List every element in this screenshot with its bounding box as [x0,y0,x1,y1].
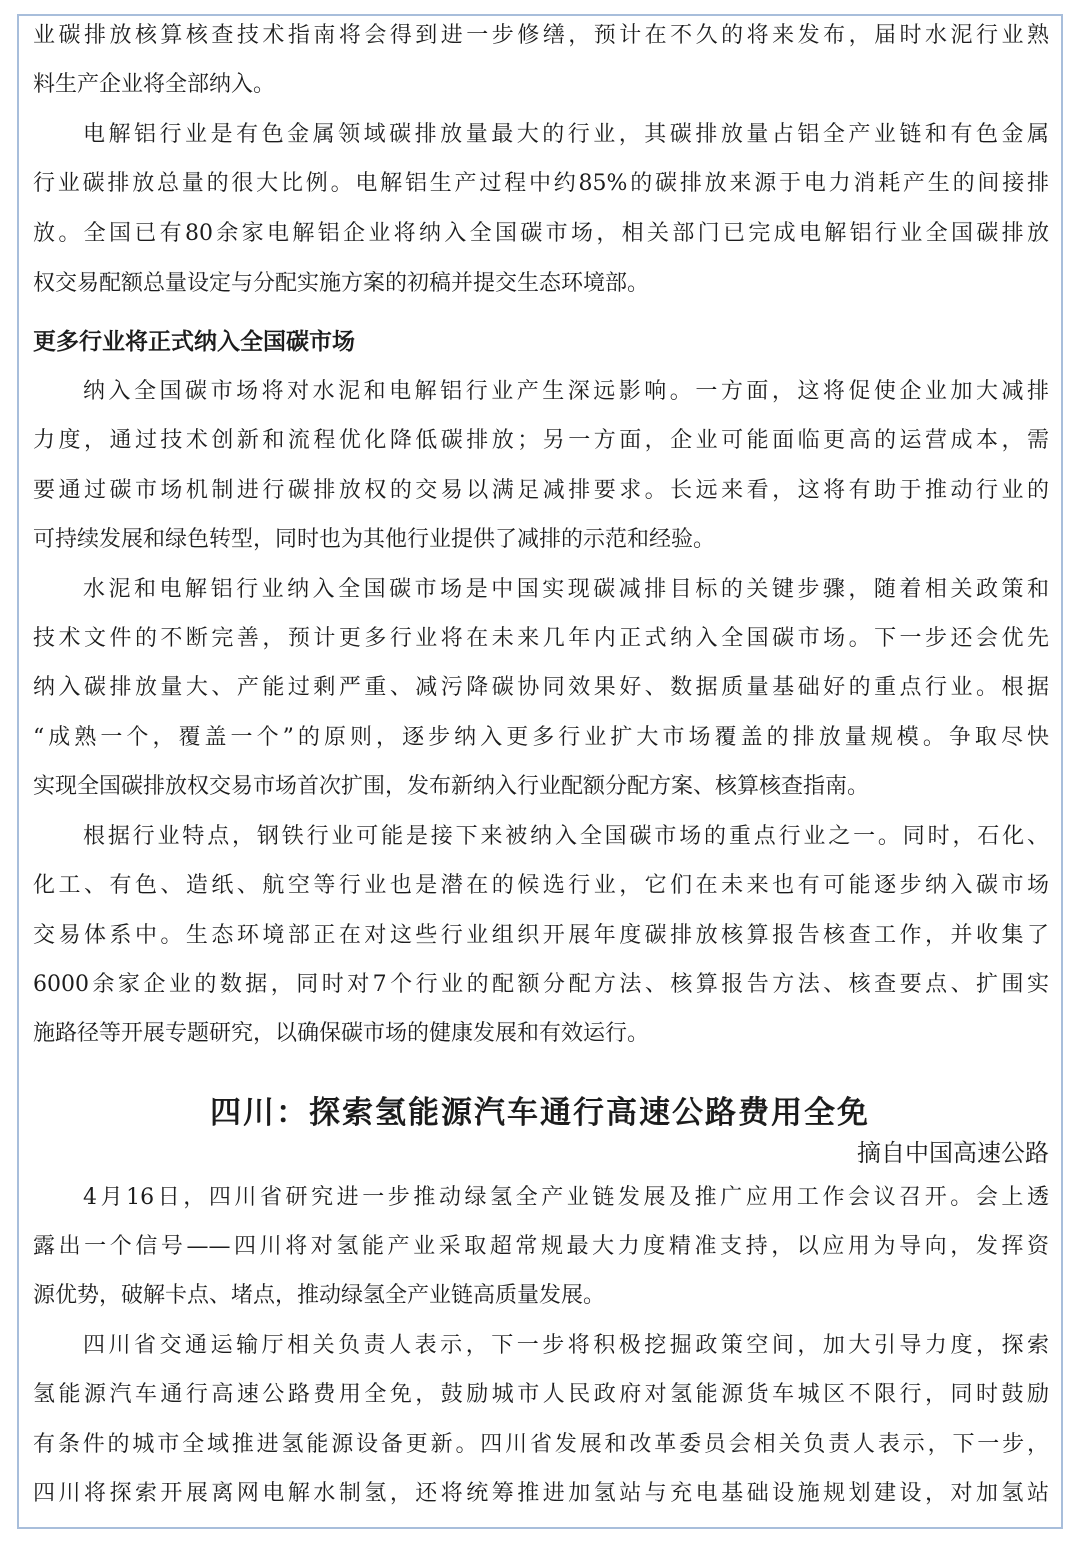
page-frame [17,14,1063,1529]
text-line: 水泥和电解铝行业纳入全国碳市场是中国实现碳减排目标的关键步骤，随着相关政策和 [83,577,1049,602]
text-line: 放。全国已有80余家电解铝企业将纳入全国碳市场，相关部门已完成电解铝行业全国碳排放 [33,221,1049,246]
text-line: 化工、有色、造纸、航空等行业也是潜在的候选行业，它们在未来也有可能逐步纳入碳市场 [33,873,1049,898]
text-line: 施路径等开展专题研究，以确保碳市场的健康发展和有效运行。 [33,1021,650,1046]
text-line: 权交易配额总量设定与分配实施方案的初稿并提交生态环境部。 [33,271,650,296]
text-line: 行业碳排放总量的很大比例。电解铝生产过程中约85%的碳排放来源于电力消耗产生的间接排 [33,171,1049,196]
text-line: 电解铝行业是有色金属领域碳排放量最大的行业，其碳排放量占铝全产业链和有色金属 [83,122,1049,147]
text-line: 有条件的城市全域推进氢能源设备更新。四川省发展和改革委员会相关负责人表示，下一步， [33,1432,1049,1457]
text-line: 四川将探索开展离网电解水制氢，还将统筹推进加氢站与充电基础设施规划建设，对加氢站 [33,1481,1049,1506]
article-source: 摘自中国高速公路 [857,1139,1049,1167]
text-line: 氢能源汽车通行高速公路费用全免，鼓励城市人民政府对氢能源货车城区不限行，同时鼓励 [33,1382,1049,1407]
text-line: 要通过碳市场机制进行碳排放权的交易以满足减排要求。长远来看，这将有助于推动行业的 [33,478,1049,503]
text-line: 交易体系中。生态环境部正在对这些行业组织开展年度碳排放核算报告核查工作，并收集了 [33,923,1049,948]
text-line: “成熟一个，覆盖一个”的原则，逐步纳入更多行业扩大市场覆盖的排放量规模。争取尽快 [33,725,1049,750]
text-line: 根据行业特点，钢铁行业可能是接下来被纳入全国碳市场的重点行业之一。同时，石化、 [83,824,1049,849]
text-line: 四川省交通运输厅相关负责人表示，下一步将积极挖掘政策空间，加大引导力度，探索 [83,1333,1049,1358]
article-title: 四川：探索氢能源汽车通行高速公路费用全免 [210,1095,870,1131]
text-line: 6000余家企业的数据，同时对7个行业的配额分配方法、核算报告方法、核查要点、扩围实 [33,972,1049,997]
text-line: 料生产企业将全部纳入。 [33,72,276,97]
text-line: 源优势，破解卡点、堵点，推动绿氢全产业链高质量发展。 [33,1283,606,1308]
text-line: 实现全国碳排放权交易市场首次扩围，发布新纳入行业配额分配方案、核算核查指南。 [33,774,870,799]
text-line: 纳入全国碳市场将对水泥和电解铝行业产生深远影响。一方面，这将促使企业加大减排 [83,379,1049,404]
text-line: 技术文件的不断完善，预计更多行业将在未来几年内正式纳入全国碳市场。下一步还会优先 [33,626,1049,651]
text-line: 可持续发展和绿色转型，同时也为其他行业提供了减排的示范和经验。 [33,527,716,552]
section-heading: 更多行业将正式纳入全国碳市场 [33,328,355,355]
text-line: 纳入碳排放量大、产能过剩严重、减污降碳协同效果好、数据质量基础好的重点行业。根据 [33,675,1049,700]
text-line: 露出一个信号——四川将对氢能产业采取超常规最大力度精准支持，以应用为导向，发挥资 [33,1234,1049,1259]
text-line: 4月16日，四川省研究进一步推动绿氢全产业链发展及推广应用工作会议召开。会上透 [83,1185,1049,1210]
text-line: 力度，通过技术创新和流程优化降低碳排放；另一方面，企业可能面临更高的运营成本，需 [33,428,1049,453]
text-line: 业碳排放核算核查技术指南将会得到进一步修缮，预计在不久的将来发布，届时水泥行业熟 [33,23,1049,48]
